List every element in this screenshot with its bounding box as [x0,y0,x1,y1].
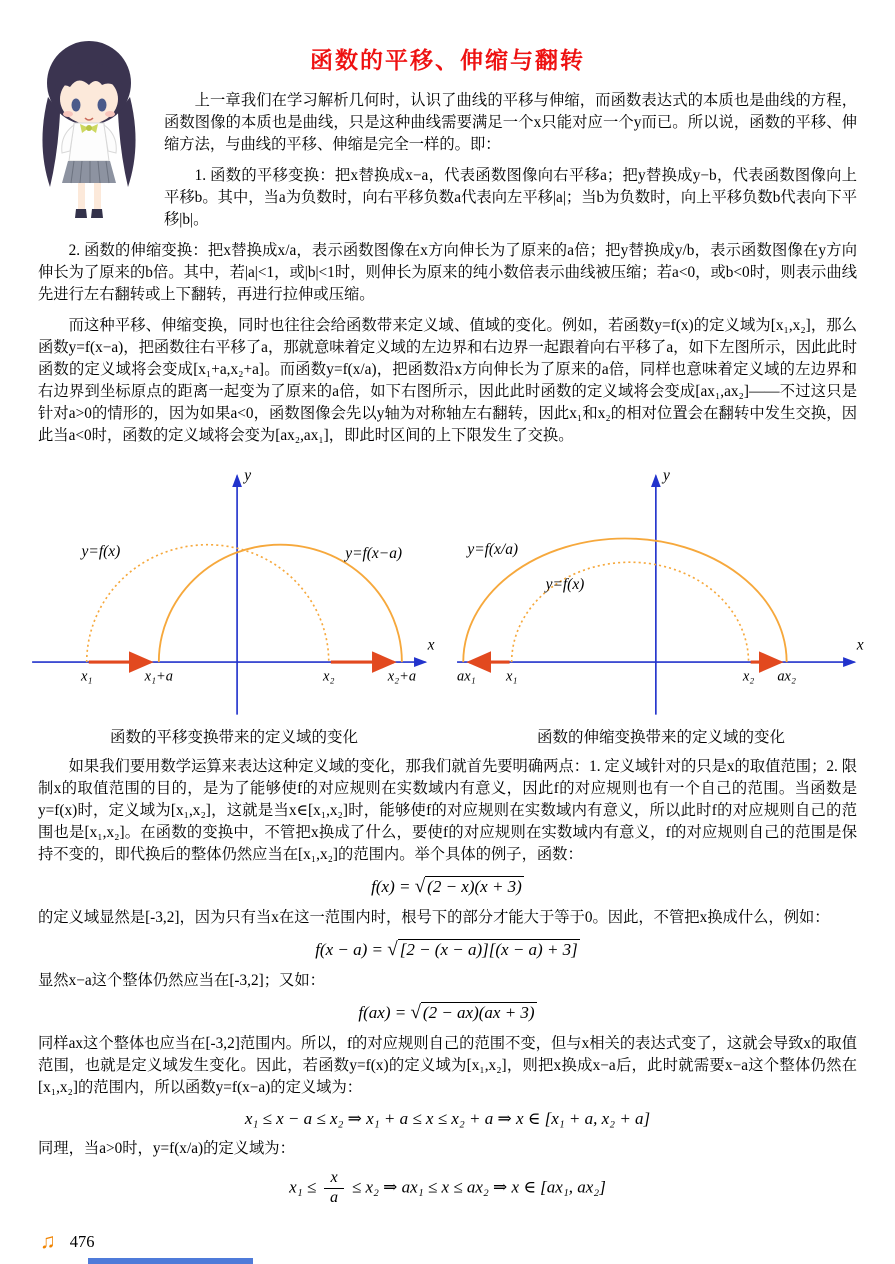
formula-post: ≤ x₂ ⇒ ax₁ ≤ x ≤ ax₂ ⇒ x ∈ [ax₁, ax₂] [351,1177,606,1197]
radical [410,1003,536,1022]
paragraph-intro: 上一章我们在学习解析几何时，认识了曲线的平移与伸缩，而函数表达式的本质也是曲线的方程，函数图像的本质也是曲线，只是这种曲线需要满足一个x只能对应一个y而已。所以说，函数的平移、伸缩方法，与曲线的平移、伸缩是完全一样的。即： [164,92,857,154]
fraction-x-over-a [324,1170,343,1207]
radicand: [2 − (x − a)][(x − a) + 3] [399,940,578,960]
paragraph-same-reason: 同理，当a>0时，y=f(x/a)的定义域为： [38,1140,295,1158]
curve-fx-minus-a [159,545,402,662]
curve-label-fx: y=f(x) [81,543,121,561]
page-bottom-strip [88,1258,253,1264]
paragraph-after-f2: 显然x−a这个整体仍然应当在[-3,2]；又如： [38,972,325,990]
radicand: (2 − ax)(ax + 3) [422,1003,535,1023]
formula-domain-translation: x₁ ≤ x − a ≤ x₂ ⇒ x₁ + a ≤ x ≤ x₂ + a ⇒ x ∈ [x₁ + a, x₂ + a] [244,1109,651,1129]
tick-ax2: ax₂ [777,668,796,685]
radical-sign: √ [414,876,426,898]
y-axis-label: y [244,467,252,485]
radical-sign: √ [410,1002,421,1024]
page-number: 476 [69,1231,95,1251]
figure-translation [28,461,440,747]
page-footer [40,1231,95,1252]
formula-lhs: f(ax) = [358,1003,407,1023]
radical [415,877,524,896]
formula-fx [0,876,895,898]
x-axis-label: x [427,636,435,654]
curve-fx-dotted [87,545,329,662]
tick-x1-plus-a: x₁+a [144,668,173,685]
paragraph-after-f1: 的定义域显然是[-3,2]，因为只有当x在这一范围内时，根号下的部分才能大于等于0。因此，不管把x换成什么，例如： [38,909,830,927]
paragraph-after-f3: 同样ax这个整体也应当在[-3,2]范围内。所以，f的对应规则自己的范围不变，但与x相关的表达式变了，这就会导致x的取值范围，也就是定义域发生变化。因此，若函数y=f(x)的定义域为[x₁,x₂]，则把x换成x−a后，此时就需要x−a这个整体仍然在[x₁,x₂]的范围内，所以函数y=f(x−a)的定义域为： [38,1035,857,1097]
paragraph-domain-change: 而这种平移、伸缩变换，同时也往往会给函数带来定义域、值域的变化。例如，若函数y=f(x)的定义域为[x₁,x₂]，那么函数y=f(x−a)，把函数往右平移了a，那就意味着定义域的左边界和右边界一起跟着向右平移了a，如下左图所示，因此此时函数的定义域将会变成[x₁+a,x₂+a]。而函数y=f(x/a)，把函数沿x方向伸长为了原来的a倍，同样也意味着定义域的左边界和右边界到坐标原点的距离一起变为了原来的a倍，如下右图所示，因此此时函数的定义域将会变成[ax₁,ax₂]——不过这只是针对a>0的情形的，因为如果a<0，函数图像会先以y轴为对称轴左右翻转，因此x₁和x₂的相对位置会在翻转中发生交换，因此当a<0时，函数的定义域将会变为[ax₂,ax₁]，即此时区间的上下限发生了交换。 [38,317,857,445]
formula-fx-minus-a [0,939,895,961]
radicand: (2 − x)(x + 3) [427,877,522,897]
formula-lhs: f(x − a) = [315,940,383,960]
scaling-graph [455,461,867,719]
formula-lhs: f(x) = [371,877,411,897]
formula-domain-scaling [0,1170,895,1207]
curve-label-fx-over-a: y=f(x/a) [467,541,519,559]
avatar-image [30,35,148,231]
tick-x1: x₁ [81,668,93,685]
formula-pre: x₁ ≤ [289,1177,317,1197]
figure-row [0,447,895,747]
paragraph-math-expression: 如果我们要用数学运算来表达这种定义域的变化，那我们就首先要明确两点：1. 定义域针对的只是x的取值范围；2. 限制x的取值范围的目的，是为了能够使f的对应规则在实数域内有意义，因此f的对应规则也有一个自己的范围。当函数是y=f(x)时，定义域为[x₁,x₂]，这就是当x∈[x₁,x₂]时，能够使f的对应规则在实数域内有意义，所以此时f的对应规则自己的范围也是[x₁,x₂]。在函数的变换中，不管把x换成了什么，要使f的对应规则在实数域内有意义，f的对应规则自己的范围是保持不变的，即代换后的整体仍然应当在[x₁,x₂]的范围内。举个具体的例子，函数： [38,758,857,864]
tick-ax1: ax₁ [457,668,476,685]
curve-label-fx: y=f(x) [545,576,585,594]
radical [387,940,580,959]
radical-sign: √ [387,939,398,961]
y-axis-label: y [663,467,670,485]
formula-fax [0,1002,895,1024]
curve-label-fx-minus-a: y=f(x−a) [345,545,403,563]
figure-caption-scaling: 函数的伸缩变换带来的定义域的变化 [536,729,785,747]
paragraph-scaling-rule: 2. 函数的伸缩变换：把x替换成x/a，表示函数图像在x方向伸长为了原来的a倍；把y替换成y/b，表示函数图像在y方向伸长为了原来的b倍。其中，若|a|<1，或|b|<1时，则伸长为原来的纯小数倍表示曲线被压缩；若a<0，或b<0时，则表示曲线先进行左右翻转或上下翻转，再进行拉伸或压缩。 [38,242,857,304]
music-note-icon: ♫ [40,1229,56,1253]
tick-x2: x₂ [323,668,335,685]
page-title: 函数的平移、伸缩与翻转 [310,48,585,73]
fraction-numerator: x [324,1170,343,1189]
paragraph-translation-rule: 1. 函数的平移变换：把x替换成x−a，代表函数图像向右平移a；把y替换成y−b，代表函数图像向上平移b。其中，当a为负数时，向右平移负数a代表向左平移|a|；当b为负数时，向上平移负数b代表向下平移|b|。 [164,167,857,229]
figure-scaling [455,461,867,747]
figure-caption-translation: 函数的平移变换带来的定义域的变化 [109,729,358,747]
x-axis-label: x [856,636,864,654]
tick-x1: x₁ [505,668,518,685]
fraction-denominator: a [330,1189,339,1207]
tick-x2: x₂ [742,668,755,685]
translation-graph [28,461,440,719]
tick-x2-plus-a: x₂+a [387,668,417,685]
